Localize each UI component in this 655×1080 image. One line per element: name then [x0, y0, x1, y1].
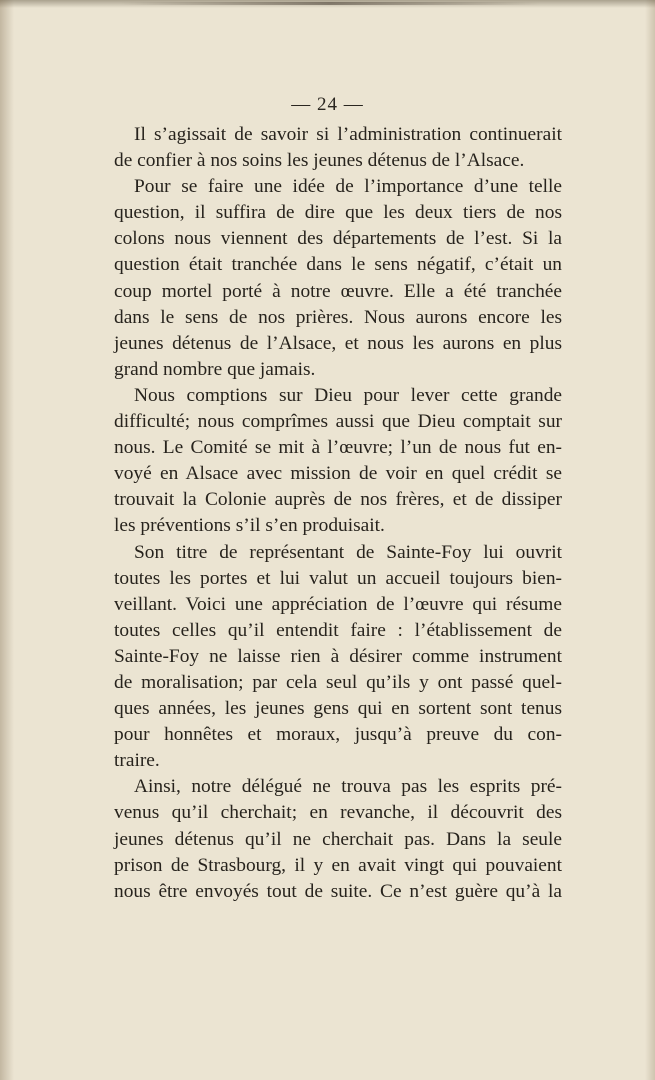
paragraph: [114, 774, 562, 904]
text-line: Il s’agissait de savoir si l’administration continuerait: [134, 124, 562, 145]
text-line: ques années, les jeunes gens qui en sortent sont tenus: [114, 698, 562, 720]
page-number: — 24 —: [291, 94, 364, 115]
text-line: Sainte-Foy ne laisse rien à désirer comme instrument: [114, 645, 562, 667]
text-line: de moralisation; par cela seul qu’ils y ont passé quel-: [114, 671, 562, 693]
paragraph: [114, 174, 562, 383]
text-line: veillant. Voici une appréciation de l’œuvre qui résume: [114, 593, 562, 615]
text-line: jeunes détenus de l’Alsace, et nous les aurons en plus: [114, 332, 562, 354]
text-line: question était tranchée dans le sens négatif, c’était un: [114, 254, 562, 276]
text-line: difficulté; nous comprîmes aussi que Dieu comptait sur: [114, 411, 562, 433]
text-line: Ainsi, notre délégué ne trouva pas les esprits pré-: [134, 776, 562, 798]
text-line: nous. Le Comité se mit à l’œuvre; l’un de nous fut en-: [114, 437, 562, 459]
page-edge-shadow: [120, 2, 540, 5]
text-line: trouvait la Colonie auprès de nos frères, et de dissiper: [114, 489, 562, 511]
paragraph: [114, 540, 562, 775]
text-line: colons nous viennent des départements de l’est. Si la: [114, 228, 562, 250]
text-line: pour honnêtes et moraux, jusqu’à preuve du con-: [114, 724, 562, 746]
text-line: grand nombre que jamais.: [114, 358, 316, 380]
text-line: Son titre de représentant de Sainte-Foy lui ouvrit: [134, 541, 562, 563]
paragraph: [114, 122, 562, 174]
paragraph: [114, 383, 562, 540]
text-line: coup mortel porté à notre œuvre. Elle a été tranchée: [114, 280, 562, 302]
text-line: dans le sens de nos prières. Nous aurons encore les: [114, 306, 562, 328]
text-line: toutes les portes et lui valut un accueil toujours bien-: [114, 567, 562, 589]
text-line: Nous comptions sur Dieu pour lever cette grande: [134, 384, 562, 406]
text-line: jeunes détenus qu’il ne cherchait pas. Dans la seule: [114, 828, 562, 850]
text-line: toutes celles qu’il entendit faire : l’établissement de: [114, 619, 562, 641]
text-line: voyé en Alsace avec mission de voir en quel crédit se: [114, 463, 562, 485]
body-text: [114, 122, 562, 905]
text-line: question, il suffira de dire que les deux tiers de nos: [114, 202, 562, 224]
text-line: Pour se faire une idée de l’importance d’une telle: [134, 176, 562, 198]
text-line: venus qu’il cherchait; en revanche, il découvrit des: [114, 802, 562, 824]
text-line: prison de Strasbourg, il y en avait vingt qui pouvaient: [114, 854, 562, 876]
text-line: traire.: [114, 750, 160, 772]
text-line: les préventions s’il s’en produisait.: [114, 515, 385, 537]
text-line: nous être envoyés tout de suite. Ce n’est guère qu’à la: [114, 880, 562, 902]
text-line: de confier à nos soins les jeunes détenus de l’Alsace.: [114, 150, 525, 172]
